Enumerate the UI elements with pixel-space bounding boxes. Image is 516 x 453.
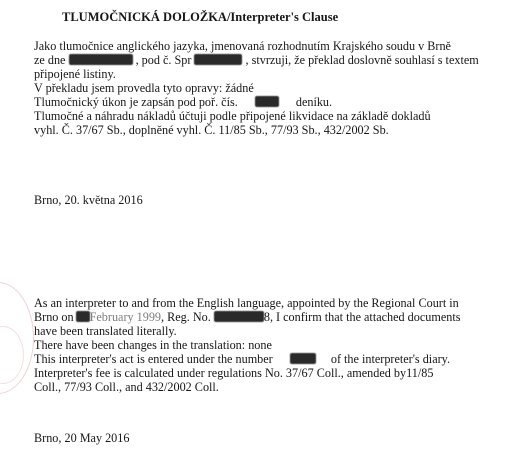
czech-text: Tlumočnický úkon je zapsán pod poř. čís.: [34, 95, 238, 109]
english-line-2: [34, 311, 460, 324]
english-text: have been translated literally.: [34, 324, 177, 338]
english-text-faded: February 1999: [89, 310, 162, 324]
redacted-entry-number: [255, 96, 279, 107]
czech-line-2: [34, 54, 479, 67]
czech-date: Brno, 20. května 2016: [34, 193, 143, 207]
czech-text: Tlumočné a náhradu nákladů účtuji podle připojené likvidace na základě dokladů: [34, 109, 431, 123]
english-line-5: [34, 353, 450, 366]
redacted-date: [69, 54, 133, 65]
english-text: of the interpreter's diary.: [330, 352, 451, 366]
english-text: Interpreter's fee is calculated under regulations No. 37/67 Coll., amended by11/85: [34, 366, 434, 380]
czech-text: připojené listiny.: [34, 67, 116, 81]
redacted-entry-number: [290, 353, 316, 364]
czech-line-5: [34, 96, 332, 109]
czech-text: , stvrzuji, že překlad doslovně souhlasí s textem: [245, 53, 479, 67]
czech-text: , pod č. Spr: [135, 53, 192, 67]
english-text: 8, I confirm that the attached documents: [263, 310, 461, 324]
czech-line-3: [34, 68, 116, 81]
czech-line-4: [34, 82, 254, 95]
english-line-7: [34, 381, 219, 394]
english-text: There have been changes in the translation: none: [34, 338, 272, 352]
clause-title: TLUMOČNICKÁ DOLOŽKA/Interpreter's Clause: [62, 10, 339, 24]
czech-text: ze dne: [34, 53, 66, 67]
redacted-reg-number: [214, 311, 264, 322]
czech-text: vyhl. Č. 37/67 Sb., doplněné vyhl. Č. 11/85 Sb., 77/93 Sb., 432/2002 Sb.: [34, 123, 389, 137]
english-line-6: [34, 367, 433, 380]
czech-text: V překladu jsem provedla tyto opravy: žádné: [34, 81, 254, 95]
english-date: Brno, 20 May 2016: [34, 431, 130, 445]
czech-line-6: [34, 110, 431, 123]
czech-line-7: [34, 124, 389, 137]
redacted-reg-number: [194, 54, 242, 65]
english-text: , Reg. No.: [161, 310, 211, 324]
redacted-day: [76, 311, 90, 322]
czech-line-1: [34, 40, 451, 53]
english-line-1: [34, 297, 459, 310]
english-text: As an interpreter to and from the English language, appointed by the Regional Court in: [34, 296, 459, 310]
english-text: Coll., 77/93 Coll., and 432/2002 Coll.: [34, 380, 219, 394]
english-line-4: [34, 339, 272, 352]
czech-text: Jako tlumočnice anglického jazyka, jmenovaná rozhodnutím Krajského soudu v Brně: [34, 39, 451, 53]
english-text: This interpreter's act is entered under the number: [34, 352, 273, 366]
czech-text: deníku.: [295, 95, 333, 109]
english-text: Brno on: [34, 310, 74, 324]
english-line-3: [34, 325, 177, 338]
